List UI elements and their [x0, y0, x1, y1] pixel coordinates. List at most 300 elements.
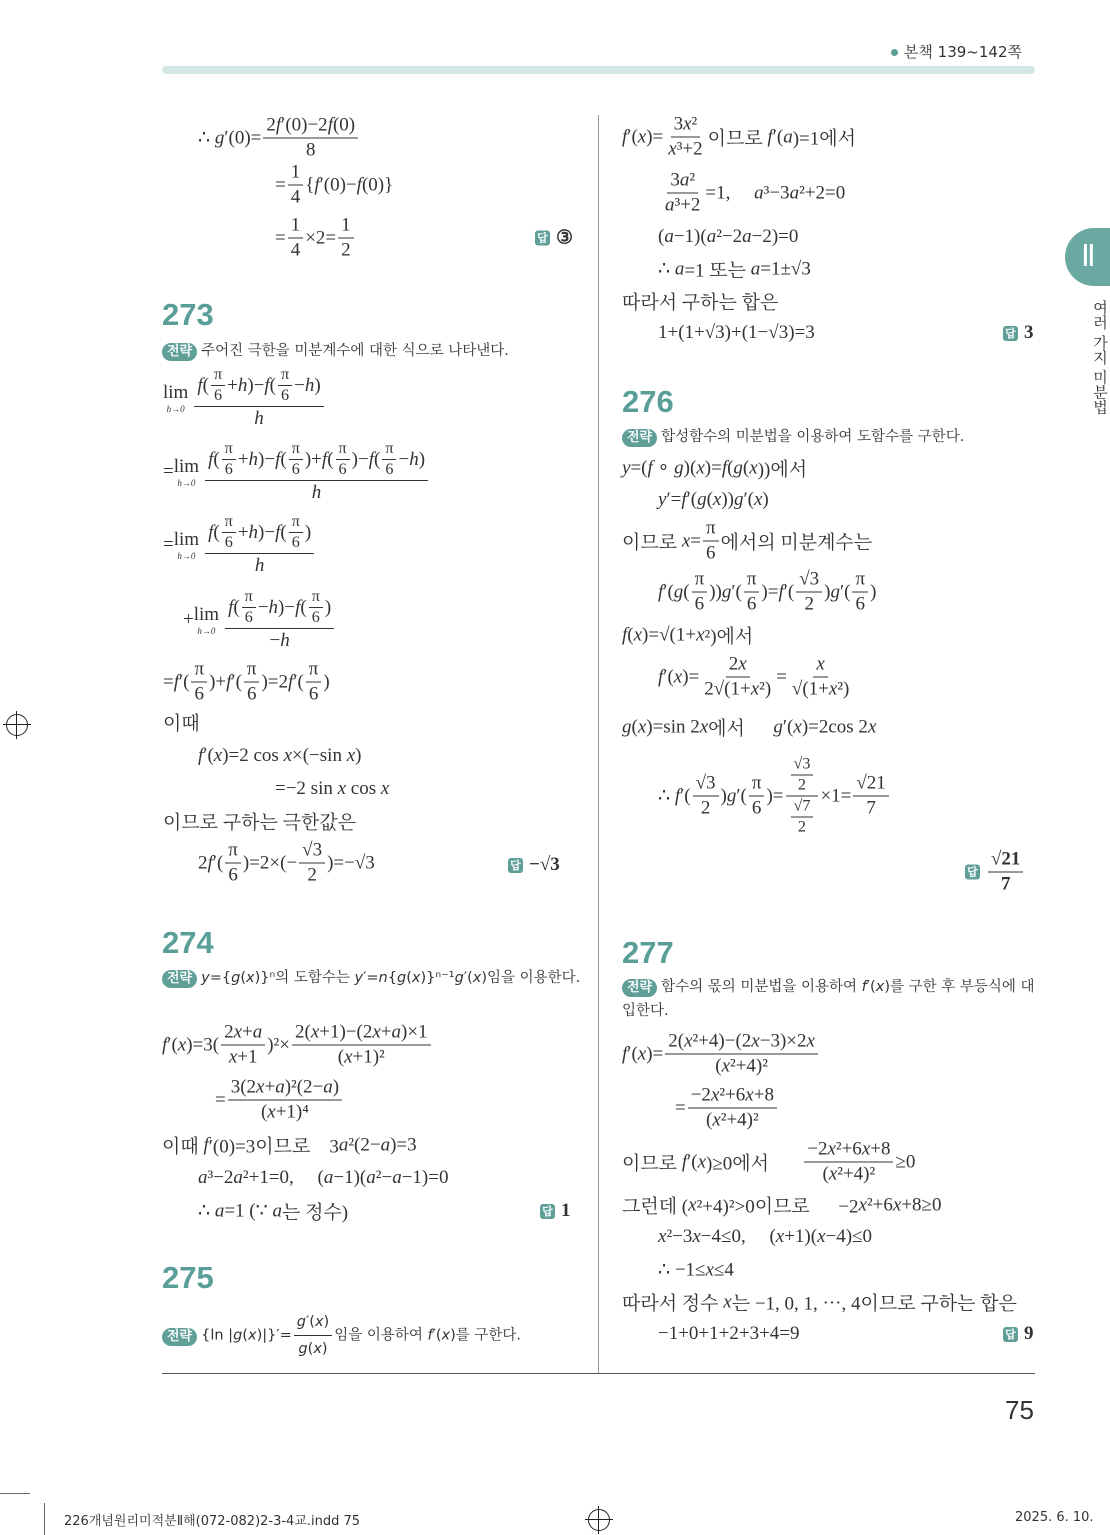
math-line [163, 440, 430, 504]
math-text: ′( [627, 126, 638, 147]
denominator [225, 864, 241, 887]
math-variable: x [861, 1138, 871, 1160]
math-text: √(1+ [791, 678, 829, 700]
math-variable: f [681, 1151, 688, 1172]
math-text: 3 [670, 169, 680, 191]
problem-number: 273 [162, 297, 214, 332]
numerator [744, 569, 760, 593]
math-variable: x [233, 1021, 243, 1043]
math-variable: x [472, 970, 482, 986]
strategy-text [622, 425, 1042, 449]
fraction [796, 569, 822, 616]
math-variable: f [647, 457, 653, 478]
math-text: −√3 [529, 854, 560, 875]
fraction [228, 1077, 342, 1124]
math-text: )=2cos 2 [801, 716, 868, 737]
math-text: +1)( [784, 1226, 818, 1247]
math-variable: f [197, 374, 203, 396]
denominator [267, 629, 293, 652]
math-text: )=−√3 [327, 852, 375, 873]
math-text: ′( [167, 1034, 178, 1055]
math-text: ²+4)² [837, 1163, 876, 1185]
numerator [242, 588, 256, 608]
math-text: π [194, 658, 205, 680]
math-variable: h [237, 374, 248, 396]
math-variable: x [337, 778, 347, 799]
math-text: ={ [209, 970, 232, 986]
math-text: ( [213, 521, 220, 543]
math-text: − [269, 630, 281, 651]
math-text: π [311, 588, 320, 605]
math-variable: f [198, 745, 204, 766]
math-variable: h [409, 448, 419, 470]
math-variable: x [721, 1055, 730, 1077]
math-line [658, 654, 854, 701]
math-variable: x [699, 716, 709, 737]
math-text: ²+4)² [720, 1109, 759, 1131]
math-text: ′( [840, 581, 851, 602]
lim-subscript: h→0 [166, 404, 185, 414]
math-text: )= [766, 785, 784, 806]
math-variable: a [338, 1134, 349, 1155]
math-text: 6 [751, 797, 762, 819]
math-variable: g [734, 489, 744, 510]
math-line [198, 1167, 448, 1189]
math-text: +8 [753, 1084, 774, 1106]
math-text: 1 [290, 161, 301, 183]
math-variable: x [380, 778, 390, 799]
denominator [222, 460, 236, 479]
math-variable: a [391, 1021, 401, 1043]
math-text: 6 [308, 683, 319, 705]
denominator [795, 818, 809, 837]
math-text: √3 [695, 772, 716, 794]
math-variable: x [247, 1327, 257, 1344]
fraction [338, 215, 354, 262]
math-text: +8 [870, 1138, 891, 1160]
math-variable: g [214, 127, 225, 148]
math-text: )= [646, 126, 664, 147]
fraction [791, 798, 814, 837]
math-variable: a [674, 258, 685, 279]
math-text: =1 (∵ [224, 1200, 273, 1222]
math-variable: x [658, 1226, 667, 1247]
answer-mark-icon: 답 [1003, 1327, 1018, 1342]
answer [965, 849, 1025, 896]
strategy-badge: 전략 [622, 429, 657, 447]
math-variable: g [622, 716, 632, 737]
math-text: ) [355, 745, 362, 766]
fraction [789, 654, 852, 701]
math-variable: f [321, 448, 328, 470]
denominator [692, 593, 708, 616]
math-line [215, 1077, 344, 1124]
math-text: π [705, 517, 716, 539]
numerator [194, 366, 323, 407]
math-line [163, 366, 326, 430]
math-text: 임을 이용하여 [334, 1327, 428, 1344]
math-line [658, 322, 815, 344]
denominator [258, 1101, 312, 1124]
math-line [198, 745, 361, 767]
reference-label: 본책 [903, 43, 933, 61]
math-variable: x [710, 1084, 720, 1106]
math-text: 이때 [163, 713, 200, 735]
math-variable: h [254, 555, 265, 576]
math-text: {ln | [201, 1327, 234, 1344]
math-line [162, 1132, 417, 1159]
math-text: )) [709, 581, 722, 602]
lim-subscript: h→0 [197, 626, 216, 636]
math-variable: x [892, 1194, 902, 1215]
math-text: ( [280, 521, 287, 543]
numerator [288, 162, 304, 186]
math-text: ( [705, 1109, 713, 1131]
math-text: ′( [782, 716, 794, 737]
math-text: ²) [759, 678, 772, 700]
math-text: ( [658, 226, 665, 247]
math-variable: x [228, 1046, 238, 1068]
math-text: 2( [294, 1021, 311, 1043]
math-text: ′( [463, 970, 473, 986]
math-text: 6 [706, 542, 716, 564]
problem-number: 274 [162, 925, 214, 960]
math-text: ( [374, 448, 381, 470]
math-text: )=√(1+ [642, 624, 697, 645]
fraction [688, 1085, 777, 1132]
math-variable: a [252, 1021, 263, 1043]
math-text: π [855, 568, 866, 590]
math-variable: x [310, 1021, 320, 1043]
math-text: ′( [686, 489, 698, 510]
math-variable: a [679, 169, 690, 191]
math-variable: f [622, 624, 628, 645]
denominator [338, 239, 354, 262]
denominator [382, 460, 396, 479]
math-text: 6 [694, 593, 705, 615]
numerator [225, 840, 241, 864]
math-variable: x [637, 716, 647, 737]
numerator [221, 1022, 265, 1046]
denominator [863, 797, 879, 820]
math-text: = [163, 534, 174, 555]
math-variable: x [696, 624, 705, 645]
math-text: 6 [281, 387, 290, 404]
denominator [288, 186, 304, 209]
fraction [662, 170, 703, 217]
fraction [804, 1139, 893, 1186]
math-text: +1 [237, 1046, 258, 1068]
math-line [622, 1289, 1017, 1316]
math-text: ²+6 [866, 1194, 893, 1215]
math-text: ( [715, 1055, 722, 1077]
math-text: ( [742, 457, 750, 478]
numerator [294, 1310, 332, 1336]
math-text: +1)⁴ [275, 1101, 309, 1123]
math-text: 합성함수의 미분법을 이용하여 도함수를 구한다. [661, 429, 965, 445]
math-variable: f [275, 114, 282, 136]
math-variable: a [233, 1167, 243, 1188]
answer-mark-icon: 답 [535, 231, 550, 246]
fraction [336, 440, 350, 479]
math-text: ∴ [658, 258, 675, 280]
math-text: ) [321, 1341, 328, 1357]
math-variable: a [742, 226, 752, 247]
denominator [853, 593, 869, 616]
math-variable: x [817, 1226, 826, 1247]
chapter-tab: Ⅱ [1065, 228, 1110, 286]
math-variable: f [368, 448, 374, 470]
math-text: − [257, 596, 269, 618]
math-text: )= [682, 666, 700, 687]
math-text: ²)에서 [704, 626, 754, 648]
math-variable: f [314, 174, 320, 195]
math-variable: f [658, 581, 664, 602]
math-text: π [228, 839, 238, 861]
math-variable: g [674, 457, 684, 478]
math-text: 함수의 몫의 미분법을 이용하여 [661, 979, 862, 995]
math-text: π [385, 440, 394, 457]
denominator [309, 608, 323, 627]
math-text: 2 [266, 114, 276, 136]
math-text: )|}′= [256, 1327, 292, 1344]
math-text: ( [202, 374, 209, 396]
math-variable: f [207, 852, 213, 873]
math-text: 3(2 [230, 1076, 257, 1098]
math-text: ×(−sin [292, 745, 347, 766]
math-text: )²(2− [284, 1076, 324, 1098]
math-line [163, 709, 200, 736]
math-variable: a [664, 226, 674, 247]
denominator [295, 1336, 330, 1361]
fraction [309, 588, 323, 627]
denominator [278, 386, 292, 405]
fraction [853, 773, 888, 820]
math-text: −2 [807, 1138, 828, 1160]
math-text: ) [824, 581, 831, 602]
math-variable: a [323, 1167, 334, 1188]
fraction [263, 115, 358, 162]
math-variable: f [275, 521, 281, 543]
reference-pages: 139~142쪽 [937, 43, 1022, 61]
math-text: ²(2− [348, 1134, 381, 1155]
math-text: 그런데 ( [622, 1196, 689, 1218]
math-text: 6 [855, 593, 866, 615]
bottom-rule [162, 1373, 1035, 1374]
math-text: )를 구한 후 부등식에 대입한다. [622, 979, 1035, 1019]
math-variable: x [411, 970, 421, 986]
math-variable: a [366, 1167, 376, 1188]
math-text: ) [870, 581, 877, 602]
math-text: 6 [213, 387, 223, 404]
math-variable: g [726, 785, 737, 806]
math-variable: x [753, 489, 763, 510]
numerator [693, 773, 719, 797]
math-variable: f [861, 979, 867, 995]
math-text: ²− [375, 1167, 393, 1188]
math-line [622, 1031, 820, 1078]
numerator [278, 366, 292, 386]
denominator [192, 683, 208, 706]
math-text: ×2= [305, 227, 337, 248]
math-text: −1)( [333, 1167, 367, 1188]
math-text: 7 [1000, 873, 1011, 895]
numerator [852, 569, 868, 593]
math-text: = [163, 461, 174, 482]
fraction [692, 569, 708, 616]
math-text: 6 [291, 461, 300, 478]
answer-mark-icon: 답 [508, 858, 523, 873]
math-text: = [690, 530, 701, 551]
math-line [275, 162, 393, 209]
math-variable: y [658, 489, 667, 510]
numerator [791, 756, 814, 776]
math-text: ( [727, 457, 734, 478]
math-variable: a [789, 182, 800, 203]
math-variable: x [681, 530, 691, 551]
math-text: )− [278, 596, 296, 618]
fraction [278, 366, 292, 405]
math-text: +1)−(2 [319, 1021, 373, 1043]
fraction [289, 513, 303, 552]
math-line [622, 714, 876, 741]
fraction [289, 440, 303, 479]
math-text: −2 [690, 1084, 711, 1106]
math-text: ( [260, 1101, 268, 1123]
denominator [698, 797, 714, 820]
denominator [665, 138, 705, 161]
math-text: + [237, 448, 249, 470]
math-text: { [387, 970, 397, 986]
math-line [660, 170, 845, 217]
math-variable: x [751, 1030, 760, 1052]
numerator [299, 840, 325, 864]
math-text: ′( [627, 1043, 638, 1064]
math-text: )) [721, 489, 734, 510]
numerator [211, 366, 225, 386]
numerator [338, 215, 354, 239]
math-text: ) [720, 785, 727, 806]
numerator [336, 440, 350, 460]
math-variable: x [875, 979, 885, 995]
problem-number: 276 [622, 384, 674, 419]
math-text: { [305, 174, 315, 195]
math-variable: g [296, 1314, 306, 1330]
math-text: π [746, 568, 757, 590]
math-text: + [227, 374, 238, 396]
math-text: ( [406, 970, 412, 986]
numerator [225, 588, 334, 629]
math-variable: a [214, 1200, 225, 1221]
math-text: ) [314, 374, 321, 396]
numerator [205, 440, 428, 481]
math-variable: x [828, 1163, 838, 1185]
denominator [795, 776, 809, 795]
math-text: −3)×2 [759, 1030, 807, 1052]
math-text: ( [327, 448, 334, 470]
math-text: ′(0)= [224, 127, 262, 148]
math-variable: g [298, 1341, 308, 1357]
denominator [222, 533, 236, 552]
math-text: + [242, 1021, 253, 1043]
math-variable: x [750, 678, 760, 700]
footer-file: 226개념원리미적분Ⅱ해(072-082)2-3-4교.indd 75 [64, 1514, 361, 1529]
math-variable: x [712, 489, 722, 510]
math-variable: x [827, 1138, 836, 1160]
math-variable: h [268, 596, 279, 618]
numerator [671, 114, 701, 138]
math-text: 6 [244, 609, 253, 626]
math-text: π [694, 568, 705, 590]
math-text: 따라서 구하는 합은 [622, 292, 779, 314]
math-line [198, 840, 375, 887]
math-variable: h [280, 630, 290, 651]
math-text: ′( [687, 1151, 698, 1172]
denominator [252, 554, 268, 577]
numerator [222, 513, 236, 533]
math-variable: a [392, 1167, 402, 1188]
numerator [289, 440, 303, 460]
math-text: −1+0+1+2+3+4=9 [658, 1323, 800, 1344]
numerator [309, 588, 323, 608]
denominator [703, 542, 719, 565]
math-text: 4 [290, 239, 301, 261]
numerator [306, 659, 322, 683]
math-text: )− [258, 448, 276, 470]
math-variable: f [264, 374, 270, 396]
math-text: =( [630, 457, 648, 478]
strategy-text [162, 966, 582, 990]
math-text: ③ [556, 227, 574, 249]
math-text: ′( [772, 126, 784, 147]
denominator [335, 1046, 388, 1069]
math-text: 2 [341, 239, 351, 261]
math-text: 이므로 [622, 532, 682, 554]
math-text: − [294, 374, 305, 396]
math-text: ∘ [652, 457, 675, 479]
math-text: ′( [432, 1327, 442, 1344]
chapter-title: 여러 가지 미분법 [1091, 300, 1109, 415]
strategy-text [162, 339, 582, 363]
math-variable: x [213, 745, 223, 766]
math-text: +8≥0 [901, 1194, 942, 1215]
math-variable: f [721, 457, 728, 478]
math-text: ′( [731, 581, 742, 602]
math-variable: x [637, 1043, 647, 1064]
fraction [221, 1022, 265, 1069]
math-line [658, 1226, 872, 1248]
math-variable: a [783, 126, 793, 147]
math-text: ′( [231, 671, 242, 692]
math-variable: a [665, 194, 675, 216]
fraction [306, 659, 322, 706]
math-line [658, 256, 811, 283]
trim-mark [44, 1503, 45, 1535]
math-line [198, 1198, 348, 1225]
math-text: 2 [797, 776, 806, 794]
math-text: ( [213, 448, 220, 470]
fraction [294, 1310, 332, 1361]
math-variable: x [745, 1084, 754, 1106]
math-text: )=1에서 [792, 128, 856, 150]
denominator [336, 460, 350, 479]
math-text: )}ⁿ⁻¹ [420, 970, 455, 986]
fraction [749, 773, 765, 820]
footer-date: 2025. 6. 10. [1015, 1510, 1094, 1525]
numerator [853, 773, 888, 797]
math-text: 에서의 미분계수는 [720, 532, 873, 554]
math-text: 2 [797, 818, 806, 836]
